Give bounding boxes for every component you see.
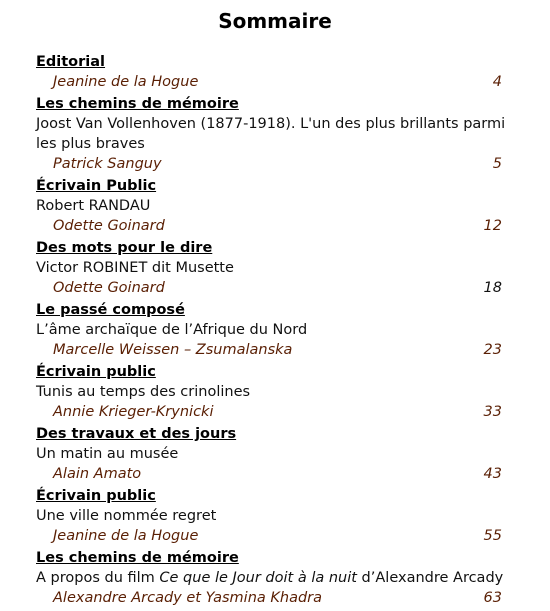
table-of-contents: [36, 53, 516, 611]
article-title-suffix: d’Alexandre Arcady: [356, 570, 504, 586]
author-line: [36, 402, 516, 422]
author-line: [36, 588, 516, 608]
page-number: 18: [483, 280, 502, 296]
article-title: Tunis au temps des crinolines: [36, 384, 251, 400]
page-number: 63: [483, 590, 502, 606]
page-title: Sommaire: [218, 9, 332, 33]
author-name: Alexandre Arcady et Yasmina Khadra: [53, 590, 323, 606]
author-line: [36, 278, 516, 298]
film-title: Ce que le Jour doit à la nuit: [159, 570, 357, 586]
article-title-prefix: A propos du film: [36, 570, 160, 586]
toc-entry: [36, 487, 516, 546]
section-heading: Écrivain Public: [36, 178, 157, 194]
article-title: Une ville nommée regret: [36, 508, 217, 524]
section-heading: Des travaux et des jours: [36, 426, 237, 442]
author-name: Marcelle Weissen – Zsumalanska: [53, 342, 293, 358]
page-number: 43: [483, 466, 502, 482]
toc-entry: [36, 53, 516, 92]
author-name: Odette Goinard: [53, 218, 165, 234]
author-line: [36, 340, 516, 360]
author-name: Annie Krieger-Krynicki: [53, 404, 214, 420]
page-number: 12: [483, 218, 502, 234]
article-title: Un matin au musée: [36, 446, 179, 462]
author-line: [36, 154, 516, 174]
author-name: Odette Goinard: [53, 280, 165, 296]
article-title: Robert RANDAU: [36, 198, 151, 214]
section-heading: Écrivain public: [36, 364, 156, 380]
toc-entry: [36, 301, 516, 360]
page-number: 4: [492, 74, 502, 90]
author-name: Jeanine de la Hogue: [53, 528, 199, 544]
author-line: [36, 526, 516, 546]
author-line: [36, 464, 516, 484]
section-heading: Le passé composé: [36, 302, 185, 318]
page-number: 33: [483, 404, 502, 420]
article-title: Joost Van Vollenhoven (1877-1918). L'un des plus brillants parmi les plus braves: [36, 116, 506, 152]
author-line: [36, 72, 516, 92]
toc-entry: [36, 425, 516, 484]
toc-entry: [36, 549, 516, 608]
section-heading: Les chemins de mémoire: [36, 550, 239, 566]
author-name: Jeanine de la Hogue: [53, 74, 199, 90]
author-name: Patrick Sanguy: [53, 156, 162, 172]
toc-entry: [36, 177, 516, 236]
author-name: Alain Amato: [53, 466, 142, 482]
article-title: L’âme archaïque de l’Afrique du Nord: [36, 322, 308, 338]
toc-entry: [36, 95, 516, 174]
page-number: 55: [483, 528, 502, 544]
page-number: 5: [492, 156, 502, 172]
author-line: [36, 216, 516, 236]
section-heading: Des mots pour le dire: [36, 240, 213, 256]
section-heading: Les chemins de mémoire: [36, 96, 239, 112]
section-heading: Écrivain public: [36, 488, 156, 504]
toc-entry: [36, 239, 516, 298]
article-title: [36, 568, 516, 588]
toc-entry: [36, 363, 516, 422]
article-title: Victor ROBINET dit Musette: [36, 260, 234, 276]
page-number: 23: [483, 342, 502, 358]
section-heading: Editorial: [36, 54, 106, 70]
